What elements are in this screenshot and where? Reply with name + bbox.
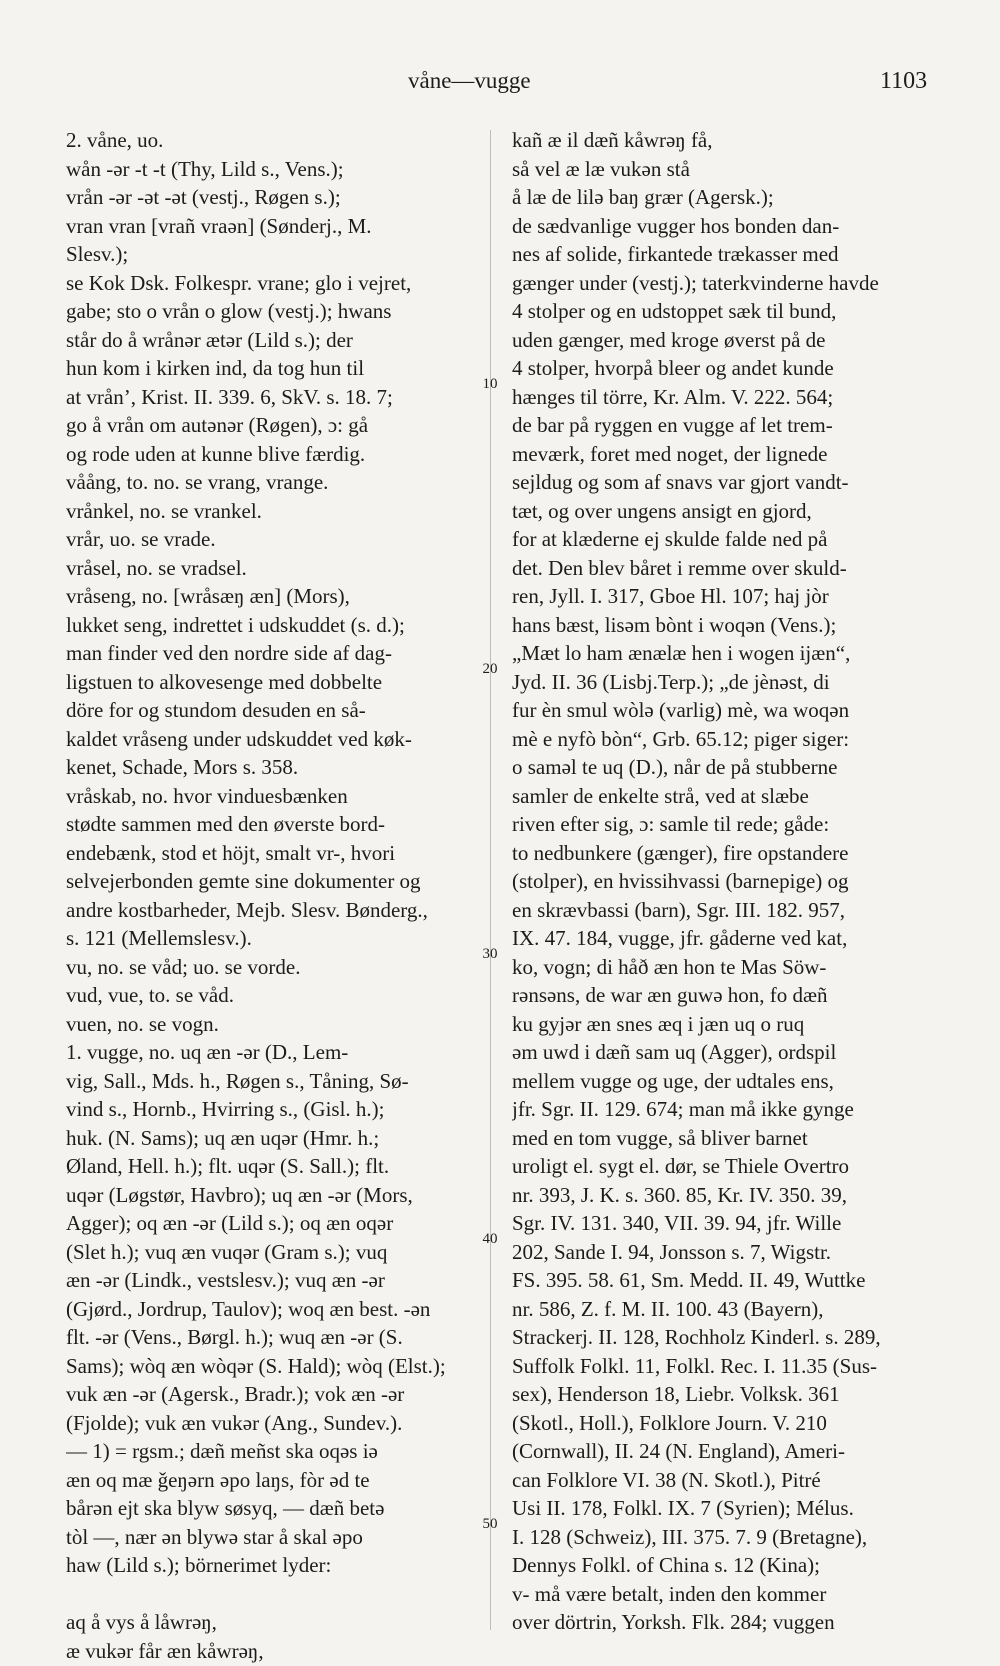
right-column-line: o saməl te uq (D.), når de på stubberne	[512, 755, 838, 779]
left-column-line: Slesv.);	[66, 242, 129, 266]
left-column-line: vig, Sall., Mds. h., Røgen s., Tåning, Sø-	[66, 1068, 409, 1093]
left-column-line: (Gjørd., Jordrup, Taulov); woq æn best. -ən	[66, 1296, 431, 1321]
left-column-line: selvejerbonden gemte sine dokumenter og	[66, 869, 421, 893]
line-marker-50: 50	[482, 1516, 498, 1532]
right-column-line: meværk, foret med noget, der lignede	[512, 441, 828, 466]
left-column-line: — 1) = rgsm.; dæñ meñst ska oqəs iə	[66, 1439, 378, 1463]
left-column-line: döre for og stundom desuden en så-	[66, 698, 366, 722]
line-marker-20: 20	[482, 661, 498, 677]
left-column-line: æn oq mæ ǧeŋərn əpo laŋs, fòr əd te	[66, 1467, 370, 1492]
left-column-line: endebænk, stod et höjt, smalt vr-, hvori	[66, 840, 396, 865]
left-column-line: man finder ved den nordre side af dag-	[66, 641, 392, 665]
left-column-line: æ vukər får æn kåwrəŋ,	[66, 1638, 264, 1663]
left-column-line: vrånkel, no. se vrankel.	[66, 498, 262, 523]
right-column-line: 202, Sande I. 94, Jonsson s. 7, Wigstr.	[512, 1239, 832, 1264]
right-column-line: (Cornwall), II. 24 (N. England), Ameri-	[512, 1439, 845, 1463]
right-column-line: fur èn smul wòlə (varlig) mè, wa woqən	[512, 698, 850, 722]
left-column-line: haw (Lild s.); börnerimet lyder:	[66, 1553, 332, 1577]
right-column-line: å læ de lilə baŋ grær (Agersk.);	[512, 185, 774, 209]
right-column-line: en skrævbassi (barn), Sgr. III. 182. 957,	[512, 897, 846, 922]
left-column-line: wån -ər -t -t (Thy, Lild s., Vens.);	[66, 156, 344, 181]
right-column-line: rənsəns, de war æn guwə hon, fo dæñ	[512, 983, 828, 1007]
right-column-line: sejldug og som af snavs var gjort vandt-	[512, 470, 849, 494]
right-column-line: Dennys Folkl. of China s. 12 (Kina);	[512, 1553, 820, 1577]
left-column-line: vran vran [vrañ vraən] (Sønderj., M.	[66, 213, 372, 238]
right-column-line: så vel æ læ vukən stå	[512, 156, 690, 181]
right-column-line: ko, vogn; di håð æn hon te Mas Söw-	[512, 954, 827, 979]
right-column-line: Usi II. 178, Folkl. IX. 7 (Syrien); Mélus.	[512, 1496, 854, 1520]
left-column-line: flt. -ər (Vens., Børgl. h.); wuq æn -ər (S.	[66, 1325, 403, 1349]
left-column-line: (Slet h.); vuq æn vuqər (Gram s.); vuq	[66, 1239, 388, 1264]
left-column-line: våång, to. no. se vrang, vrange.	[66, 470, 329, 494]
left-column-line	[66, 1580, 484, 1609]
left-column-line: vu, no. se våd; uo. se vorde.	[66, 954, 301, 979]
left-column-line: Øland, Hell. h.); flt. uqər (S. Sall.); flt.	[66, 1154, 390, 1178]
left-column-line: aq å vys å låwrəŋ,	[66, 1610, 217, 1634]
left-column-line: vråskab, no. hvor vinduesbænken	[66, 783, 348, 808]
left-column-line: (Fjolde); vuk æn vukər (Ang., Sundev.).	[66, 1410, 403, 1435]
right-column-line: uroligt el. sygt el. dør, se Thiele Overtro	[512, 1154, 850, 1178]
column-divider	[490, 130, 491, 1630]
right-column-line: əm uwd i dæñ sam uq (Agger), ordspil	[512, 1040, 837, 1064]
left-column-line: vråseng, no. [wråsæŋ æn] (Mors),	[66, 584, 350, 608]
left-column-line: huk. (N. Sams); uq æn uqər (Hmr. h.;	[66, 1125, 380, 1150]
left-column	[66, 126, 484, 1665]
right-column-line: mellem vugge og uge, der udtales ens,	[512, 1068, 834, 1093]
left-column-line: vrån -ər -ət -ət (vestj., Røgen s.);	[66, 185, 341, 209]
right-column-line: (Skotl., Holl.), Folklore Journ. V. 210	[512, 1410, 827, 1435]
right-column-line: nes af solide, firkantede trækasser med	[512, 242, 839, 266]
left-column-line: s. 121 (Mellemslesv.).	[66, 926, 252, 950]
right-column-line: 4 stolper og en udstoppet sæk til bund,	[512, 299, 837, 323]
right-column-line: tæt, og over ungens ansigt en gjord,	[512, 498, 812, 523]
left-column-line: hun kom i kirken ind, da tog hun til	[66, 356, 365, 380]
right-column-line: de sædvanlige vugger hos bonden dan-	[512, 213, 840, 238]
right-column	[512, 126, 930, 1637]
right-column-line: de bar på ryggen en vugge af let trem-	[512, 413, 833, 437]
right-column-line: Strackerj. II. 128, Rochholz Kinderl. s. 289,	[512, 1325, 881, 1349]
left-column-line: gabe; sto o vrån o glow (vestj.); hwans	[66, 299, 392, 323]
left-column-line: står do å wrånər ætər (Lild s.); der	[66, 327, 353, 352]
page-number: 1103	[880, 68, 928, 94]
left-column-line: vud, vue, to. se våd.	[66, 983, 234, 1007]
left-column-line: kaldet vråseng under udskuddet ved køk-	[66, 726, 412, 751]
left-column-line: vuk æn -ər (Agersk., Bradr.); vok æn -ər	[66, 1382, 405, 1406]
left-column-line: go å vrån om autənər (Røgen), ɔ: gå	[66, 413, 369, 437]
left-column-line: 2. våne, uo.	[66, 128, 164, 152]
right-column-line: (stolper), en hvissihvassi (barnepige) og	[512, 869, 849, 893]
left-column-line: tòl —, nær ən blywə star å skal əpo	[66, 1524, 363, 1549]
left-column-line: uqər (Løgstør, Havbro); uq æn -ər (Mors,	[66, 1182, 413, 1207]
right-column-line: kañ æ il dæñ kåwrəŋ få,	[512, 128, 713, 152]
right-column-line: Sgr. IV. 131. 340, VII. 39. 94, jfr. Wille	[512, 1211, 842, 1235]
left-column-line: at vrån’, Krist. II. 339. 6, SkV. s. 18. 7;	[66, 384, 393, 409]
right-column-line: 4 stolper, hvorpå bleer og andet kunde	[512, 356, 834, 380]
page-header	[0, 68, 1000, 108]
line-marker-40: 40	[482, 1231, 498, 1247]
right-column-line: jfr. Sgr. II. 129. 674; man må ikke gynge	[512, 1097, 854, 1121]
right-column-line: nr. 393, J. K. s. 360. 85, Kr. IV. 350. 39,	[512, 1182, 848, 1207]
left-column-line: Sams); wòq æn wòqər (S. Hald); wòq (Elst.);	[66, 1353, 446, 1378]
right-column-line: sex), Henderson 18, Liebr. Volksk. 361	[512, 1382, 840, 1406]
right-column-line: over dörtrin, Yorksh. Flk. 284; vuggen	[512, 1610, 835, 1634]
running-title: våne—vugge	[408, 68, 531, 93]
right-column-line: Jyd. II. 36 (Lisbj.Terp.); „de jènəst, di	[512, 669, 830, 694]
left-column-line: vrår, uo. se vrade.	[66, 527, 216, 551]
right-column-line: ren, Jyll. I. 317, Gboe Hl. 107; haj jòr	[512, 584, 829, 608]
right-column-line: to nedbunkere (gænger), fire opstandere	[512, 840, 849, 865]
right-column-line: FS. 395. 58. 61, Sm. Medd. II. 49, Wuttke	[512, 1268, 866, 1292]
right-column-line: IX. 47. 184, vugge, jfr. gåderne ved kat,	[512, 926, 848, 950]
right-column-line: for at klæderne ej skulde falde ned på	[512, 527, 828, 551]
right-column-line: I. 128 (Schweiz), III. 375. 7. 9 (Bretagne),	[512, 1524, 868, 1549]
right-column-line: uden gænger, med kroge øverst på de	[512, 327, 826, 352]
right-column-line: nr. 586, Z. f. M. II. 100. 43 (Bayern),	[512, 1296, 824, 1321]
left-column-line: ligstuen to alkovesenge med dobbelte	[66, 669, 383, 694]
left-column-line: vråsel, no. se vradsel.	[66, 555, 247, 580]
line-marker-30: 30	[482, 946, 498, 962]
right-column-line: can Folklore VI. 38 (N. Skotl.), Pitré	[512, 1467, 821, 1492]
left-column-line: vind s., Hornb., Hvirring s., (Gisl. h.);	[66, 1097, 385, 1121]
right-column-line: hans bæst, lisəm bònt i woqən (Vens.);	[512, 612, 837, 637]
right-column-line: „Mæt lo ham ænælæ hen i wogen ijæn“,	[512, 641, 851, 665]
right-column-line: Suffolk Folkl. 11, Folkl. Rec. I. 11.35 (Sus-	[512, 1353, 877, 1378]
left-column-line: og rode uden at kunne blive færdig.	[66, 441, 366, 466]
left-column-line: se Kok Dsk. Folkespr. vrane; glo i vejret,	[66, 270, 412, 295]
left-column-line: andre kostbarheder, Mejb. Slesv. Bønderg.,	[66, 897, 428, 922]
right-column-line: gænger under (vestj.); taterkvinderne havde	[512, 270, 879, 295]
left-column-line: bårən ejt ska blyw søsyq, — dæñ betə	[66, 1496, 385, 1520]
right-column-line: med en tom vugge, så bliver barnet	[512, 1125, 808, 1150]
left-column-line: stødte sammen med den øverste bord-	[66, 812, 385, 836]
right-column-line: det. Den blev båret i remme over skuld-	[512, 555, 847, 580]
right-column-line: samler de enkelte strå, ved at slæbe	[512, 783, 809, 808]
left-column-line: kenet, Schade, Mors s. 358.	[66, 755, 299, 779]
right-column-line: mè e nyfò bòn“, Grb. 65.12; piger siger:	[512, 726, 850, 751]
left-column-line: 1. vugge, no. uq æn -ər (D., Lem-	[66, 1040, 349, 1064]
right-column-line: ku gyjər æn snes æq i jæn uq o ruq	[512, 1011, 805, 1036]
left-column-line: Agger); oq æn -ər (Lild s.); oq æn oqər	[66, 1211, 394, 1235]
right-column-line: riven efter sig, ɔ: samle til rede; gåde:	[512, 812, 830, 836]
right-column-line: hænges til törre, Kr. Alm. V. 222. 564;	[512, 384, 834, 409]
left-column-line: æn -ər (Lindk., vestslesv.); vuq æn -ər	[66, 1268, 385, 1292]
left-column-line: vuen, no. se vogn.	[66, 1011, 219, 1036]
line-marker-10: 10	[482, 376, 498, 392]
right-column-line: v- må være betalt, inden den kommer	[512, 1581, 827, 1606]
left-column-line: lukket seng, indrettet i udskuddet (s. d.);	[66, 612, 405, 637]
